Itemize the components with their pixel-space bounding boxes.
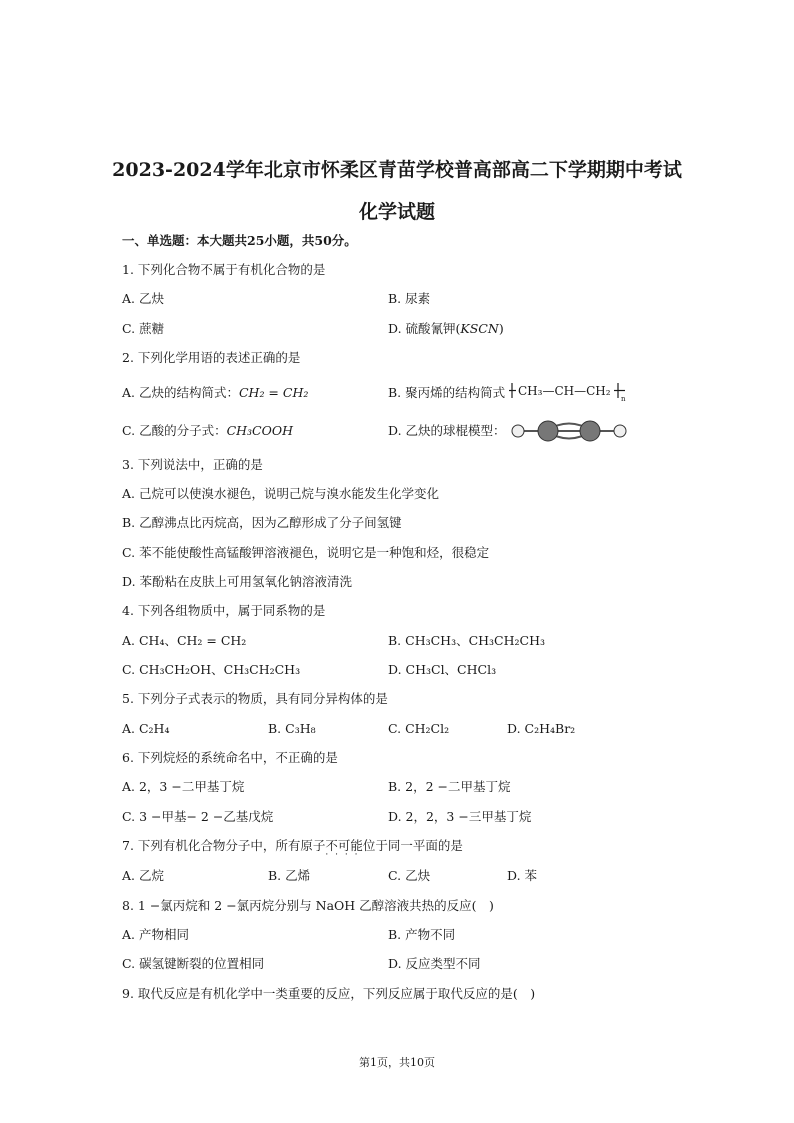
q3-option-d: D. 苯酚粘在皮肤上可用氢氧化钠溶液清洗 — [122, 574, 353, 589]
q5-option-a: A. C₂H₄ — [122, 721, 170, 736]
q2-option-d: D. 乙炔的球棍模型： — [388, 423, 506, 438]
q8-stem: 8. 1 −氯丙烷和 2 −氯丙烷分别与 NaOH 乙醇溶液共热的反应( ) — [122, 898, 494, 913]
q5-stem: 5. 下列分子式表示的物质，具有同分异构体的是 — [122, 691, 388, 706]
q3-option-a: A. 己烷可以使溴水褪色，说明己烷与溴水能发生化学变化 — [122, 486, 439, 501]
exam-title: 2023-2024学年北京市怀柔区青苗学校普高部高二下学期期中考试 — [112, 159, 682, 181]
q3-option-b: B. 乙醇沸点比丙烷高，因为乙醇形成了分子间氢键 — [122, 515, 402, 530]
q8-option-a: A. 产物相同 — [122, 927, 189, 942]
page-footer: 第1页，共10页 — [359, 1056, 435, 1069]
q7-option-d: D. 苯 — [507, 868, 538, 883]
q6-option-c: C. 3 −甲基− 2 −乙基戊烷 — [122, 809, 274, 824]
q2-option-a: A. 乙炔的结构简式：CH₂ = CH₂ — [122, 385, 309, 400]
q2-option-c: C. 乙酸的分子式：CH₃COOH — [122, 423, 294, 438]
q8-option-d: D. 反应类型不同 — [388, 956, 481, 971]
polypropylene-structure — [508, 379, 628, 403]
q3-option-c: C. 苯不能使酸性高锰酸钾溶液褪色，说明它是一种饱和烃，很稳定 — [122, 545, 490, 560]
q7-stem: 7. 下列有机化合物分子中，所有原子不可能 · · · ·位于同一平面的是 — [122, 838, 463, 854]
q1-option-c: C. 蔗糖 — [122, 321, 165, 336]
q7-option-c: C. 乙炔 — [388, 868, 431, 883]
q7-option-b: B. 乙烯 — [268, 868, 311, 883]
q1-option-d: D. 硫酸氰钾(KSCN) — [388, 321, 504, 336]
q6-option-d: D. 2，2，3 −三甲基丁烷 — [388, 809, 532, 824]
acetylene-ball-stick-model — [508, 418, 632, 444]
section-heading: 一、单选题：本大题共25小题，共50分。 — [122, 233, 357, 248]
q6-stem: 6. 下列烷烃的系统命名中，不正确的是 — [122, 750, 338, 765]
q1-option-a: A. 乙炔 — [122, 291, 164, 306]
q2-stem: 2. 下列化学用语的表述正确的是 — [122, 350, 301, 365]
q4-option-c: C. CH₃CH₂OH、CH₃CH₂CH₃ — [122, 662, 301, 677]
emphasis-dots: 不可能 · · · · — [325, 838, 363, 853]
svg-text:n: n — [621, 395, 626, 403]
q4-stem: 4. 下列各组物质中，属于同系物的是 — [122, 603, 326, 618]
exam-subtitle: 化学试题 — [358, 201, 435, 223]
q2-option-b: B. 聚丙烯的结构简式 — [388, 385, 506, 400]
q7-option-a: A. 乙烷 — [122, 868, 164, 883]
q9-stem: 9. 取代反应是有机化学中一类重要的反应，下列反应属于取代反应的是( ) — [122, 986, 536, 1001]
q3-stem: 3. 下列说法中，正确的是 — [122, 457, 263, 472]
q4-option-b: B. CH₃CH₃、CH₃CH₂CH₃ — [388, 633, 546, 648]
q1-option-b: B. 尿素 — [388, 291, 431, 306]
q5-option-d: D. C₂H₄Br₂ — [507, 721, 576, 736]
q5-option-c: C. CH₂Cl₂ — [388, 721, 450, 736]
q5-option-b: B. C₃H₈ — [268, 721, 316, 736]
q8-option-c: C. 碳氢键断裂的位置相同 — [122, 956, 265, 971]
polymer-formula: CH₃—CH—CH₂ — [518, 384, 611, 398]
q4-option-d: D. CH₃Cl、CHCl₃ — [388, 662, 497, 677]
q1-stem: 1. 下列化合物不属于有机化合物的是 — [122, 262, 326, 277]
q4-option-a: A. CH₄、CH₂ = CH₂ — [122, 633, 247, 648]
q8-option-b: B. 产物不同 — [388, 927, 456, 942]
q6-option-b: B. 2，2 −二甲基丁烷 — [388, 779, 511, 794]
q6-option-a: A. 2，3 −二甲基丁烷 — [122, 779, 245, 794]
